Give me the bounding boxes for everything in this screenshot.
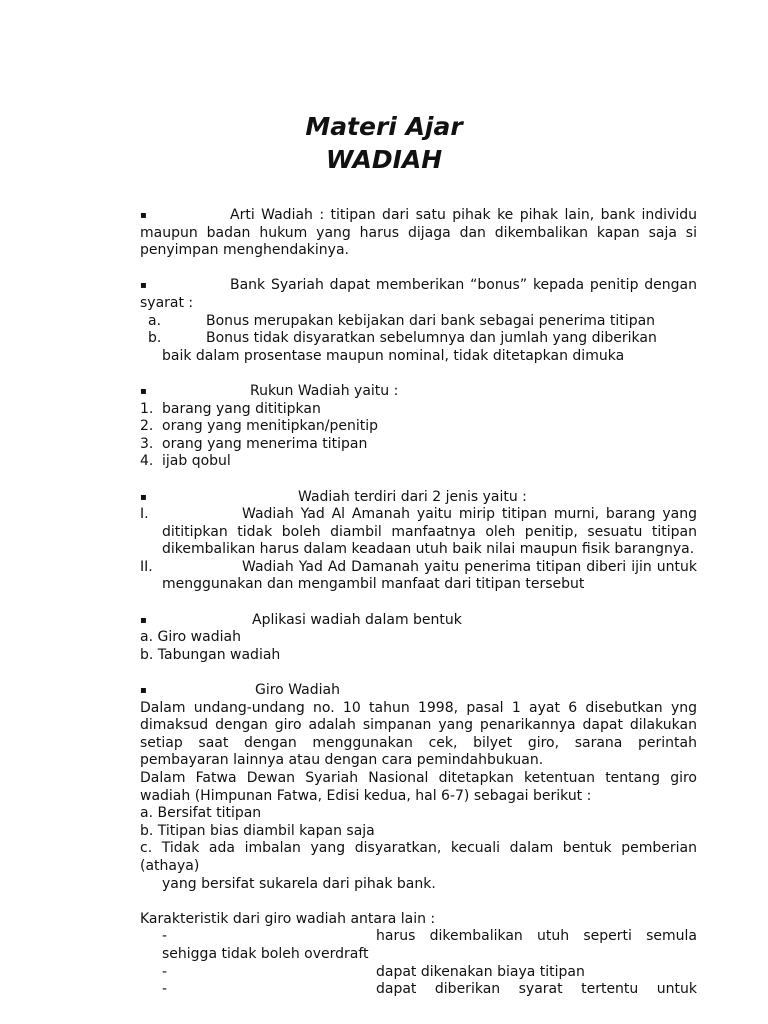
list-text: harus dikembalikan utuh seperti semula: [376, 928, 697, 945]
section-giro-heading: [140, 682, 697, 700]
list-item: a. Bersifat titipan: [140, 805, 262, 822]
list-item: [140, 436, 697, 454]
list-text-continuation: yang bersifat sukarela dari pihak bank.: [162, 875, 436, 892]
list-marker: 4.: [140, 453, 154, 470]
list-item: b. Titipan bias diambil kapan saja: [140, 822, 375, 839]
bonus-list: [140, 313, 697, 366]
list-text: Bonus merupakan kebijakan dari bank sebagai penerima titipan: [206, 312, 656, 329]
jenis-list: [140, 506, 697, 594]
section-rukun-heading: [140, 383, 697, 401]
list-marker: a.: [148, 312, 162, 329]
list-marker: I.: [140, 506, 149, 523]
list-text: orang yang menitipkan/penitip: [162, 418, 379, 435]
bullet-icon: ▪: [140, 614, 147, 626]
section-arti: [140, 207, 697, 260]
list-marker: II.: [140, 558, 153, 575]
giro-paragraph-1: Dalam undang-undang no. 10 tahun 1998, pasal 1 ayat 6 disebutkan yng dimaksud dengan giro adalah simpanan yang penarikannya dapat dilakukan setiap saat dengan menggunakan cek, bilyet giro, sarana perintah pembayaran lainnya atau dengan cara pemindahbukuan.: [140, 699, 697, 769]
arti-text: Arti Wadiah : titipan dari satu pihak ke pihak lain, bank individu maupun badan hukum yang harus dijaga dan dikembalikan kapan saja si penyimpan menghendakinya.: [140, 207, 697, 259]
rukun-list: [140, 401, 697, 471]
title-line-2: WADIAH: [325, 145, 443, 174]
document-body: [140, 207, 697, 999]
bullet-icon: ▪: [140, 280, 147, 292]
list-text: dapat dikenakan biaya titipan: [376, 963, 585, 980]
list-item: b. Tabungan wadiah: [140, 646, 281, 663]
section-aplikasi-heading: [140, 612, 697, 630]
document-title: [0, 110, 768, 176]
bonus-text: Bank Syariah dapat memberikan “bonus” kepada penitip dengan syarat :: [140, 277, 697, 311]
list-item: [140, 506, 697, 559]
title-line-1: Materi Ajar: [305, 112, 463, 141]
bullet-icon: ▪: [140, 685, 147, 697]
list-text: Wadiah Yad Ad Damanah yaitu penerima titipan diberi ijin untuk menggunakan dan mengambil manfaat dari titipan tersebut: [162, 558, 697, 593]
list-marker: 3.: [140, 435, 154, 452]
list-marker: 1.: [140, 400, 154, 417]
list-item: [140, 313, 697, 331]
aplikasi-heading: Aplikasi wadiah dalam bentuk: [252, 611, 462, 628]
list-text: Bonus tidak disyaratkan sebelumnya dan jumlah yang diberikan: [206, 330, 657, 347]
list-item: [140, 453, 697, 471]
giro-paragraph-2: Dalam Fatwa Dewan Syariah Nasional ditetapkan ketentuan tentang giro wadiah (Himpunan Fatwa, Edisi kedua, hal 6-7) sebagai berikut :: [140, 770, 697, 804]
list-marker: -: [162, 981, 168, 998]
section-bonus: [140, 277, 697, 312]
list-item: [140, 401, 697, 419]
list-item: [140, 981, 697, 999]
list-text: barang yang dititipkan: [162, 400, 321, 417]
list-text: ijab qobul: [162, 453, 231, 470]
list-item: [140, 928, 697, 946]
giro-heading: Giro Wadiah: [255, 682, 340, 699]
list-marker: b.: [148, 330, 162, 347]
list-text-continuation: baik dalam prosentase maupun nominal, tidak ditetapkan dimuka: [162, 347, 625, 364]
bullet-icon: ▪: [140, 210, 147, 221]
karakteristik-heading: Karakteristik dari giro wadiah antara lain :: [140, 910, 436, 927]
jenis-heading: Wadiah terdiri dari 2 jenis yaitu :: [298, 488, 527, 505]
bullet-icon: ▪: [140, 491, 147, 503]
list-item: a. Giro wadiah: [140, 629, 241, 646]
list-text: dapat diberikan syarat tertentu untuk: [376, 981, 697, 998]
list-item: [140, 418, 697, 436]
list-marker: -: [162, 963, 168, 980]
list-text-continuation: sehigga tidak boleh overdraft: [162, 945, 369, 962]
section-jenis-heading: [140, 489, 697, 507]
list-item: [140, 964, 697, 982]
bullet-icon: ▪: [140, 385, 147, 397]
list-item: c. Tidak ada imbalan yang disyaratkan, kecuali dalam bentuk pemberian (athaya): [140, 840, 697, 874]
karakteristik-list: [140, 928, 697, 998]
rukun-heading: Rukun Wadiah yaitu :: [250, 382, 399, 399]
list-item: [140, 559, 697, 594]
list-marker: -: [162, 928, 168, 945]
list-text: Wadiah Yad Al Amanah yaitu mirip titipan murni, barang yang dititipkan tidak boleh diambil manfaatnya oleh penitip, sesuatu titipan dikembalikan harus dalam keadaan utuh baik nilai maupun fisik barangnya.: [162, 506, 697, 558]
list-text: orang yang menerima titipan: [162, 435, 368, 452]
list-item: [140, 330, 697, 348]
list-marker: 2.: [140, 418, 154, 435]
